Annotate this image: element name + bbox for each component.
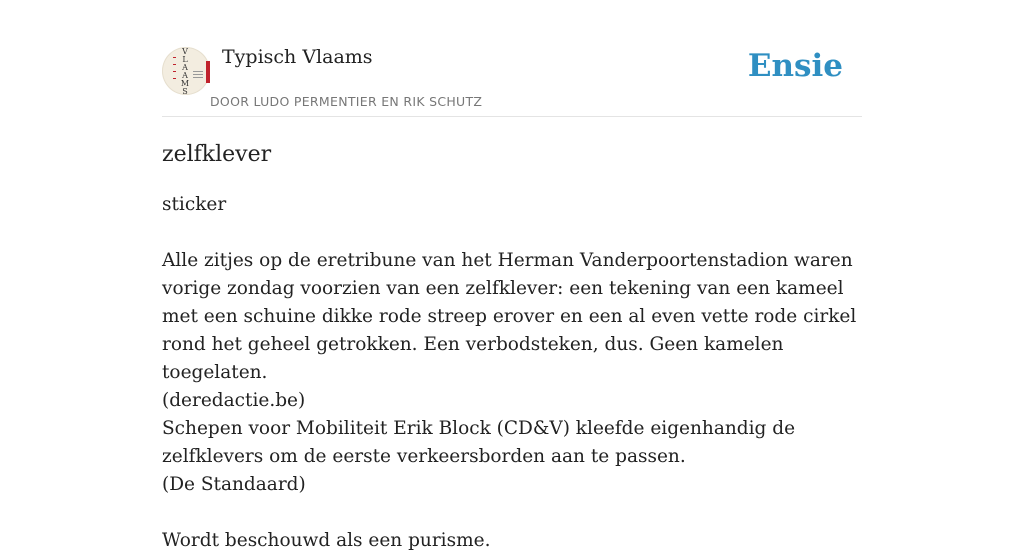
example-source: (deredactie.be): [162, 390, 306, 411]
entry-content: [162, 140, 862, 555]
cover-text-lines: [193, 71, 203, 81]
dictionary-authors: DOOR LUDO PERMENTIER EN RIK SCHUTZ: [210, 94, 483, 109]
example-text: Alle zitjes op de eretribune van het Herman Vanderpoortenstadion waren vorige zondag voorzien van een zelfklever: een tekening van een kameel met een schuine dikke rode streep erover en een al even vette rode cirkel rond het geheel getrokken. Een verbodsteken, dus. Geen kamelen toegelaten.: [162, 250, 857, 383]
cover-red-bar: [206, 61, 210, 83]
cover-tick: [173, 64, 176, 65]
entry-term: zelfklever: [162, 142, 272, 167]
header: [162, 40, 862, 117]
entry-examples: [162, 247, 862, 499]
example-source: (De Standaard): [162, 474, 306, 495]
cover-letters: [180, 48, 190, 96]
entry-note: Wordt beschouwd als een purisme.: [162, 530, 491, 551]
cover-letter: A: [182, 63, 188, 72]
book-cover-image[interactable]: [162, 47, 210, 95]
cover-tick: [173, 57, 176, 58]
cover-letter: V: [182, 47, 188, 56]
cover-letter: S: [182, 87, 188, 96]
ensie-logo-link[interactable]: Ensie: [747, 48, 843, 84]
cover-letter: A: [182, 71, 188, 80]
entry-definition: sticker: [162, 194, 227, 215]
cover-tick: [173, 71, 176, 72]
cover-tick: [173, 78, 176, 79]
cover-letter: M: [180, 79, 190, 88]
dictionary-title-link[interactable]: Typisch Vlaams: [222, 46, 373, 68]
cover-letter: L: [182, 55, 188, 64]
example-text: Schepen voor Mobiliteit Erik Block (CD&V) kleefde eigenhandig de zelfklevers om de eerste verkeersborden aan te passen.: [162, 418, 796, 467]
